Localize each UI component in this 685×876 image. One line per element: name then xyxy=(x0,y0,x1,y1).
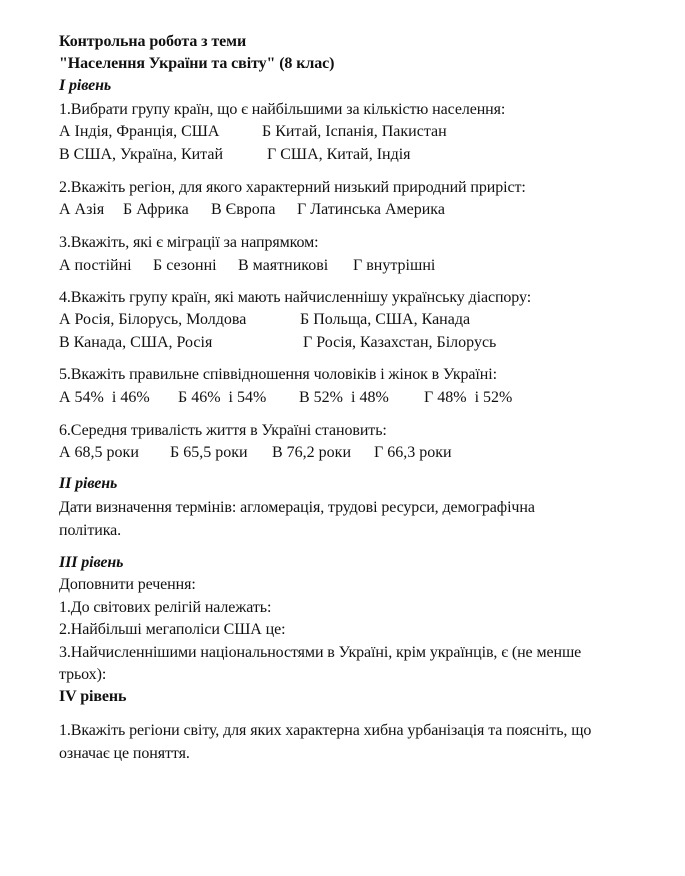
q6-option-b: Б 65,5 роки xyxy=(170,444,248,461)
question-5: 5.Вкажіть правильне співвідношення чоловіків і жінок в Україні: xyxy=(59,366,497,383)
question-4: 4.Вкажіть групу країн, які мають найчисленнішу українську діаспору: xyxy=(59,289,532,306)
level-3-item-3-line-2: трьох): xyxy=(59,666,107,683)
q3-option-a: А постійні xyxy=(59,257,132,274)
level-1-heading: I рівень xyxy=(59,77,112,94)
q4-option-d: Г Росія, Казахстан, Білорусь xyxy=(303,334,497,351)
q2-option-c: В Європа xyxy=(211,201,276,218)
q6-option-c: В 76,2 роки xyxy=(272,444,352,461)
q5-option-c: В 52% і 48% xyxy=(299,389,389,406)
q1-option-a: А Індія, Франція, США xyxy=(59,123,220,140)
q3-option-d: Г внутрішні xyxy=(353,257,436,274)
q3-option-c: В маятникові xyxy=(238,257,329,274)
q5-option-a: А 54% і 46% xyxy=(59,389,150,406)
level-2-task-line-2: політика. xyxy=(59,522,122,539)
level-4-task-line-1: 1.Вкажіть регіони світу, для яких характерна хибна урбанізація та поясніть, що xyxy=(59,722,592,739)
title-line-1: Контрольна робота з теми xyxy=(59,33,247,50)
level-3-heading: III рівень xyxy=(59,554,124,571)
level-4-task-line-2: означає це поняття. xyxy=(59,745,190,762)
q1-option-b: Б Китай, Іспанія, Пакистан xyxy=(262,123,447,140)
question-1: 1.Вибрати групу країн, що є найбільшими за кількістю населення: xyxy=(59,101,506,118)
q6-option-a: А 68,5 роки xyxy=(59,444,139,461)
q5-option-b: Б 46% і 54% xyxy=(178,389,267,406)
level-2-task-line-1: Дати визначення термінів: агломерація, трудові ресурси, демографічна xyxy=(59,499,535,516)
q3-option-b: Б сезонні xyxy=(153,257,217,274)
q6-option-d: Г 66,3 роки xyxy=(374,444,452,461)
q4-option-c: В Канада, США, Росія xyxy=(59,334,213,351)
q2-option-b: Б Африка xyxy=(123,201,189,218)
question-6: 6.Середня тривалість життя в Україні становить: xyxy=(59,422,387,439)
q1-option-d: Г США, Китай, Індія xyxy=(267,146,411,163)
level-3-intro: Доповнити речення: xyxy=(59,576,196,593)
q5-option-d: Г 48% і 52% xyxy=(424,389,513,406)
q4-option-b: Б Польща, США, Канада xyxy=(300,311,471,328)
level-3-item-3-line-1: 3.Найчисленнішими національностями в Україні, крім українців, є (не менше xyxy=(59,644,582,661)
title-line-2: "Населення України та світу" (8 клас) xyxy=(59,55,335,72)
question-2: 2.Вкажіть регіон, для якого характерний низький природний приріст: xyxy=(59,179,526,196)
q4-option-a: А Росія, Білорусь, Молдова xyxy=(59,311,247,328)
q2-option-a: А Азія xyxy=(59,201,105,218)
q2-option-d: Г Латинська Америка xyxy=(297,201,445,218)
level-2-heading: II рівень xyxy=(59,475,118,492)
q1-option-c: В США, Україна, Китай xyxy=(59,146,224,163)
level-3-item-1: 1.До світових релігій належать: xyxy=(59,599,272,616)
question-3: 3.Вкажіть, які є міграції за напрямком: xyxy=(59,234,319,251)
level-4-heading: IV рівень xyxy=(59,688,127,705)
level-3-item-2: 2.Найбільші мегаполіси США це: xyxy=(59,621,286,638)
